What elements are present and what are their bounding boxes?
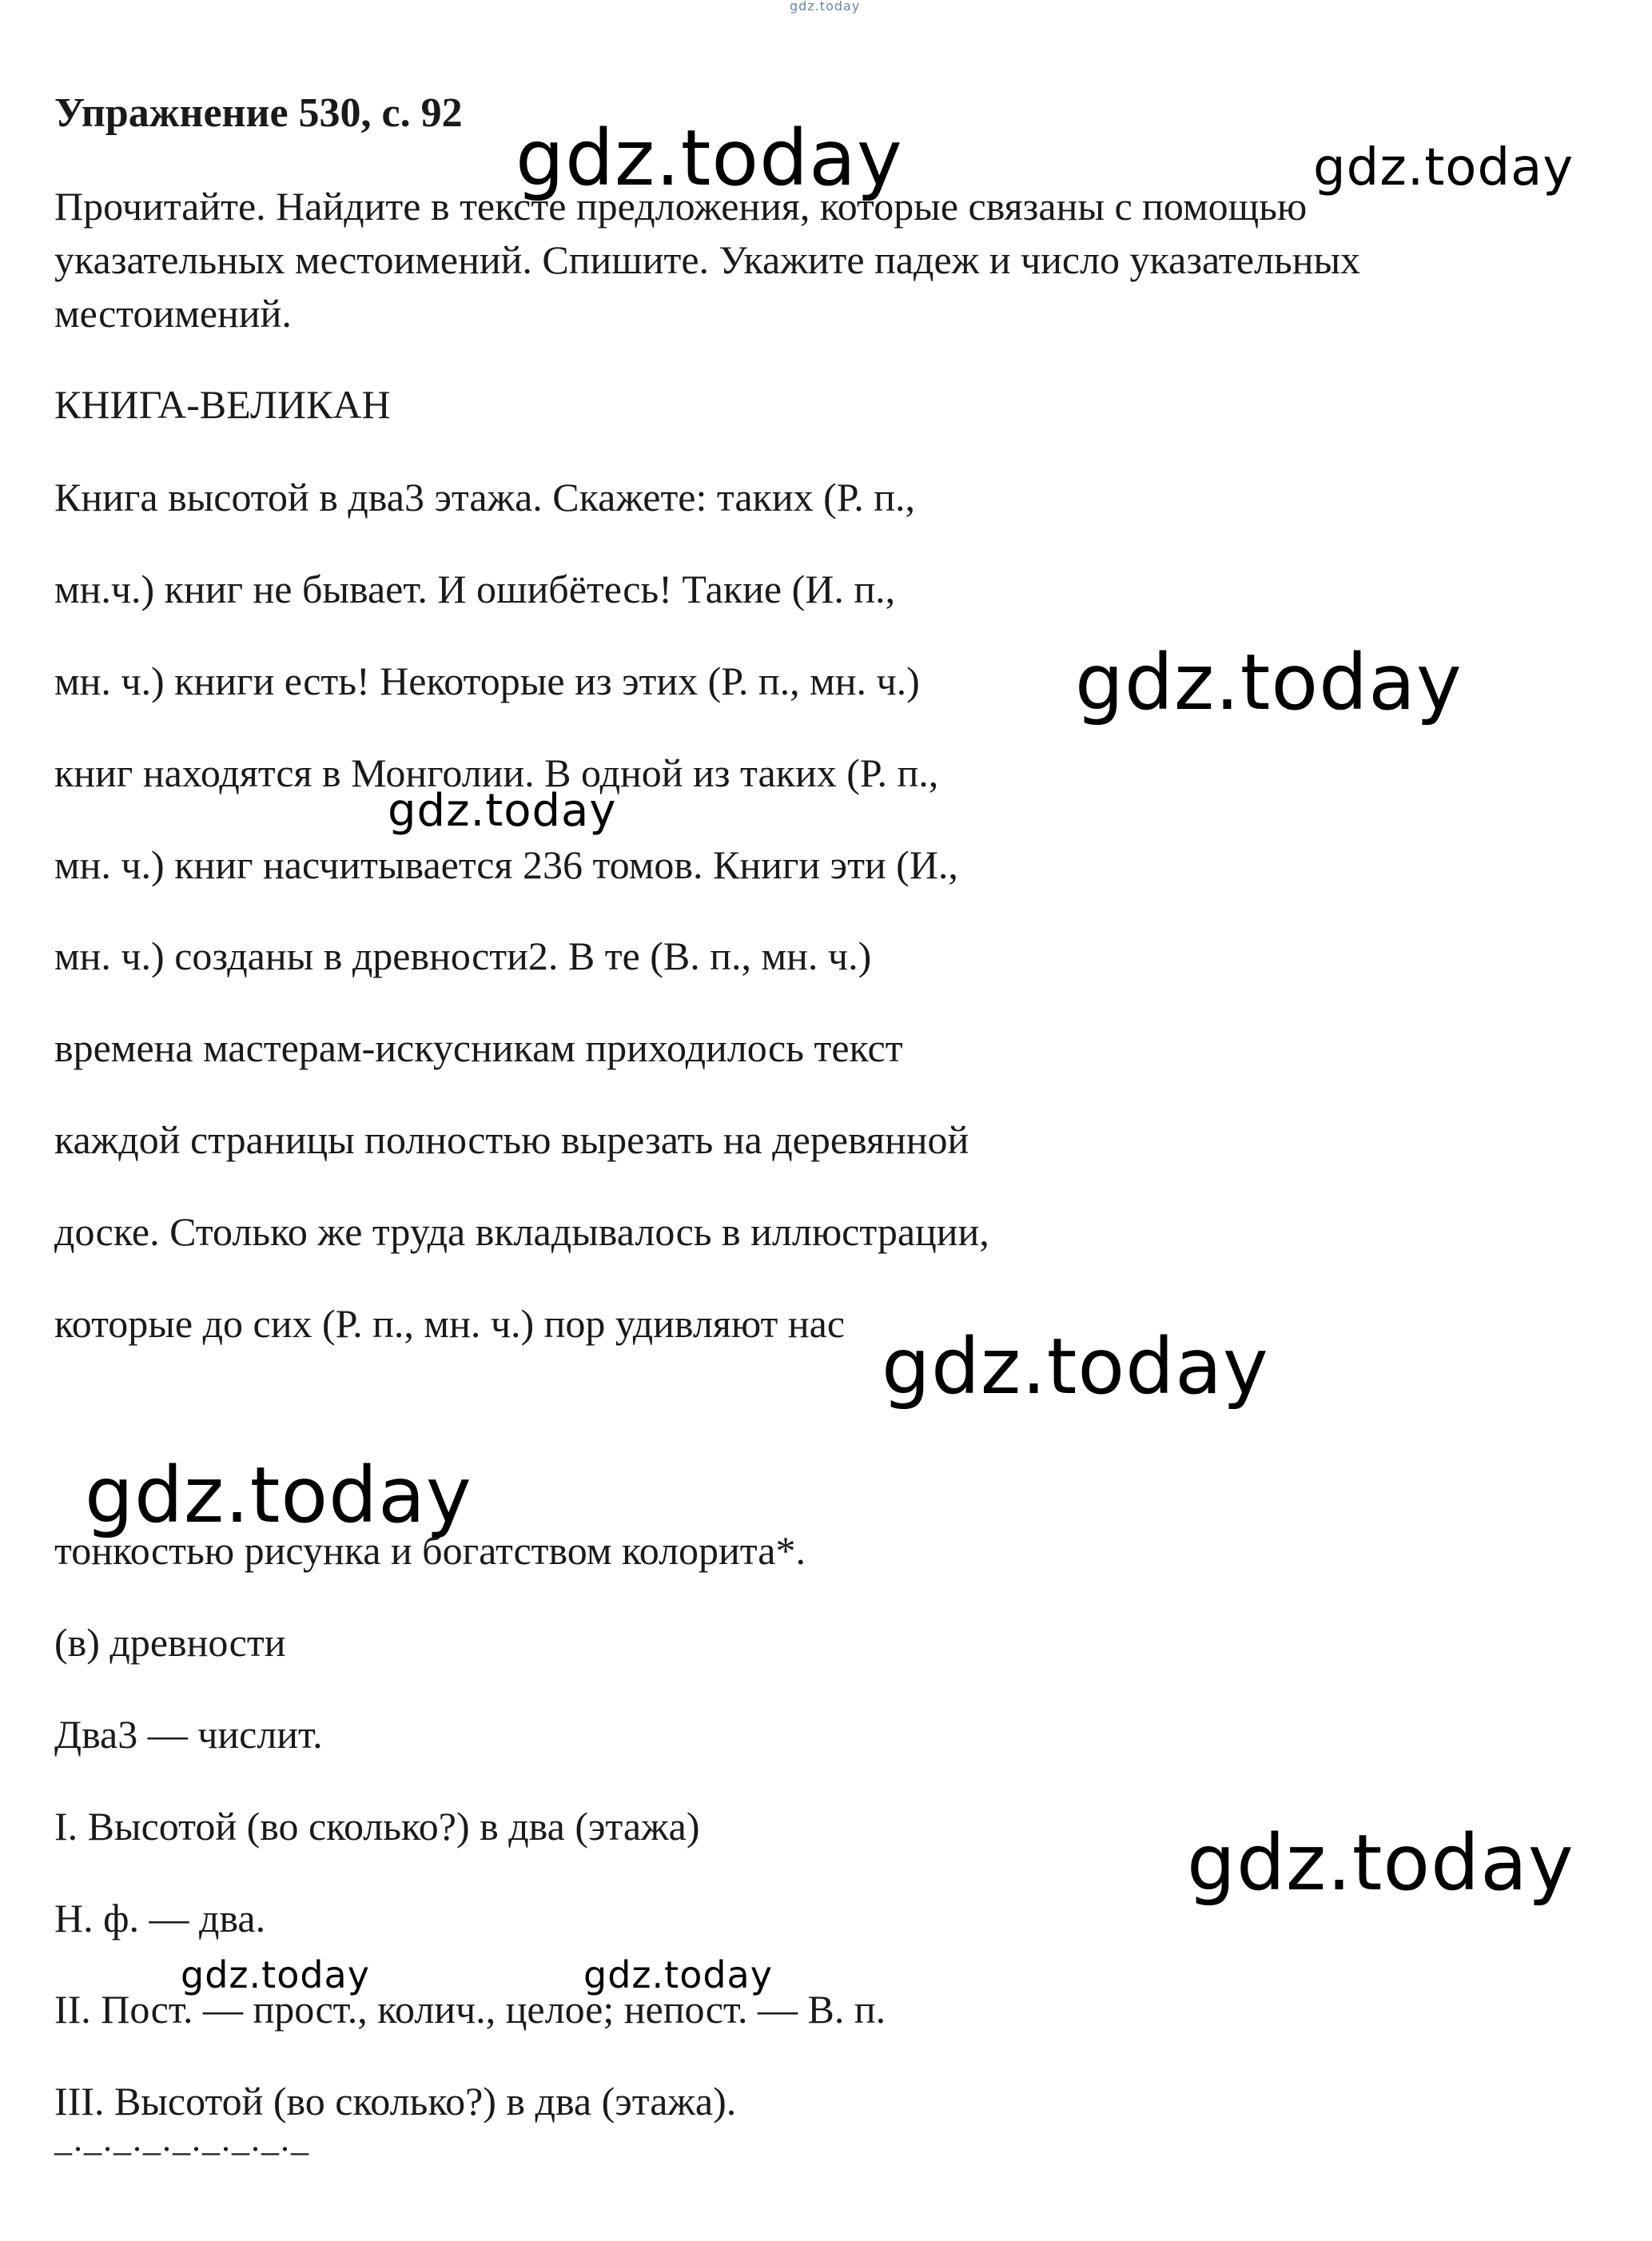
text-line-2: мн.ч.) книг не бывает. И ошибётесь! Такие (И. п.,: [54, 567, 896, 611]
underline-marks: _._._._._._._._._: [54, 2120, 310, 2159]
text-title: КНИГА-ВЕЛИКАН: [54, 382, 391, 427]
text-line-3: мн. ч.) книги есть! Некоторые из этих (Р. п., мн. ч.): [54, 659, 920, 703]
analysis-line-2: Два3 — числит.: [54, 1712, 323, 1757]
task-line-2: указательных местоимений. Спишите. Укажите падеж и число указательных: [54, 237, 1361, 282]
analysis-line-3: I. Высотой (во сколько?) в два (этажа): [54, 1804, 700, 1849]
task-line-3: местоимений.: [54, 291, 292, 336]
text-line-4: книг находятся в Монголии. В одной из таких (Р. п.,: [54, 750, 939, 795]
watermark-7: gdz.today: [1187, 1818, 1574, 1908]
watermark-2: gdz.today: [1313, 138, 1574, 197]
text-line-9: доске. Столько же труда вкладывалось в иллюстрации,: [54, 1209, 989, 1254]
exercise-heading: Упражнение 530, с. 92: [54, 90, 463, 136]
text-line-continuation: тонкостью рисунка и богатством колорита*.: [54, 1528, 806, 1573]
task-line-1: Прочитайте. Найдите в тексте предложения, которые связаны с помощью: [54, 184, 1308, 229]
watermark-4: gdz.today: [388, 785, 617, 837]
text-line-1: Книга высотой в два3 этажа. Скажете: таких (Р. п.,: [54, 475, 916, 519]
watermark-8: gdz.today: [181, 1953, 370, 1996]
text-line-5: мн. ч.) книг насчитывается 236 томов. Книги эти (И.,: [54, 842, 958, 887]
analysis-line-5: II. Пост. — прост., колич., целое; непост. — В. п.: [54, 1987, 886, 2032]
watermark-3: gdz.today: [1075, 638, 1463, 727]
text-line-7: времена мастерам-искусникам приходилось текст: [54, 1025, 903, 1070]
analysis-line-6: III. Высотой (во сколько?) в два (этажа).: [54, 2079, 737, 2124]
watermark-6: gdz.today: [85, 1451, 472, 1540]
watermark-1: gdz.today: [516, 113, 903, 203]
text-line-10: которые до сих (Р. п., мн. ч.) пор удивляют нас: [54, 1301, 846, 1346]
watermark-9: gdz.today: [583, 1953, 773, 1996]
analysis-line-1: (в) древности: [54, 1620, 286, 1665]
watermark-top: gdz.today: [790, 0, 861, 14]
analysis-line-4: Н. ф. — два.: [54, 1896, 266, 1940]
watermark-5: gdz.today: [882, 1322, 1269, 1411]
text-line-6: мн. ч.) созданы в древности2. В те (В. п., мн. ч.): [54, 933, 872, 978]
text-line-8: каждой страницы полностью вырезать на деревянной: [54, 1117, 969, 1162]
